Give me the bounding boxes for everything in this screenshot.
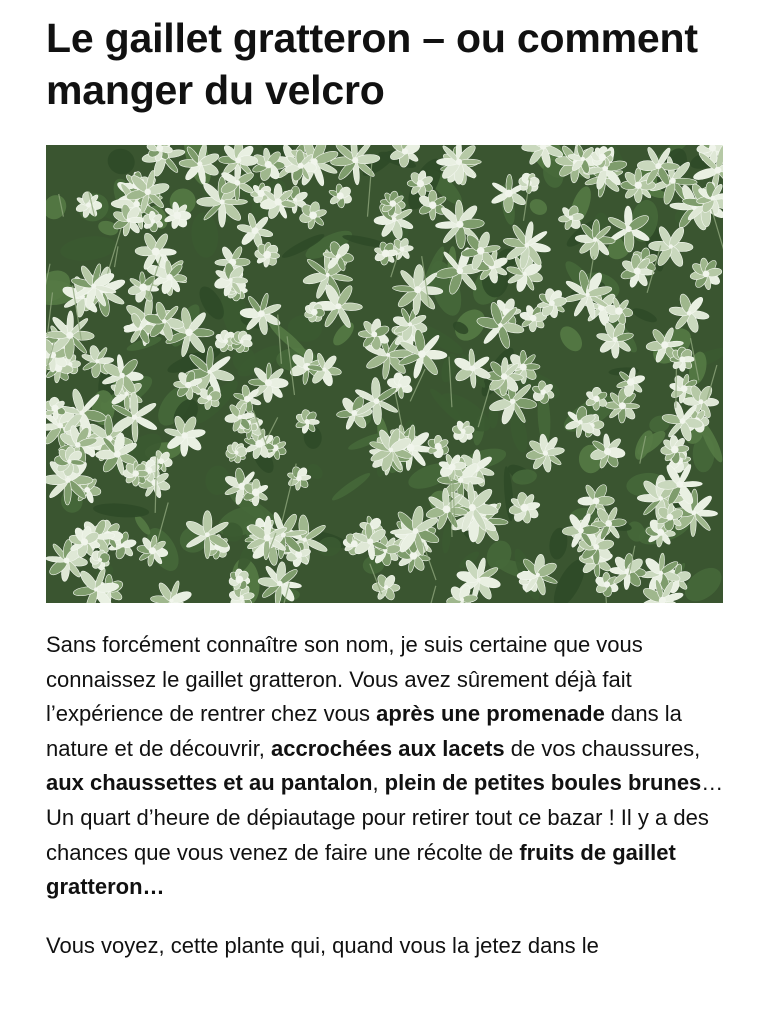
bold-segment: accrochées aux lacets [271, 735, 505, 761]
paragraph-intro [46, 628, 726, 905]
text-segment: … Un quart d’heure de dépiautage pour retirer tout ce bazar ! Il y a des chances que vous venez de faire une récolte de [46, 770, 724, 865]
bold-segment: plein de petites boules brunes [384, 770, 702, 796]
text-segment: de vos chaussures, [504, 735, 701, 761]
hero-image [46, 145, 723, 603]
text-segment: dans la nature et de découvrir, [46, 701, 682, 761]
bold-segment: après une promenade [376, 701, 605, 727]
article [46, 0, 722, 116]
text-segment: , [372, 770, 385, 796]
article-title: Le gaillet gratteron – ou comment manger du velcro [46, 15, 698, 113]
text-segment: Vous voyez, cette plante qui, quand vous la jetez dans le [46, 932, 599, 958]
article-body [46, 628, 726, 987]
bold-segment: aux chaussettes et au pantalon [46, 770, 373, 796]
cleavers-plant-photo [46, 145, 723, 603]
paragraph-second [46, 929, 726, 964]
text-segment: Sans forcément connaître son nom, je suis certaine que vous connaissez le gaillet gratteron. Vous avez sûrement déjà fait l’expérience de rentrer chez vous [46, 632, 643, 727]
bold-segment: fruits de gaillet gratteron… [46, 839, 676, 900]
